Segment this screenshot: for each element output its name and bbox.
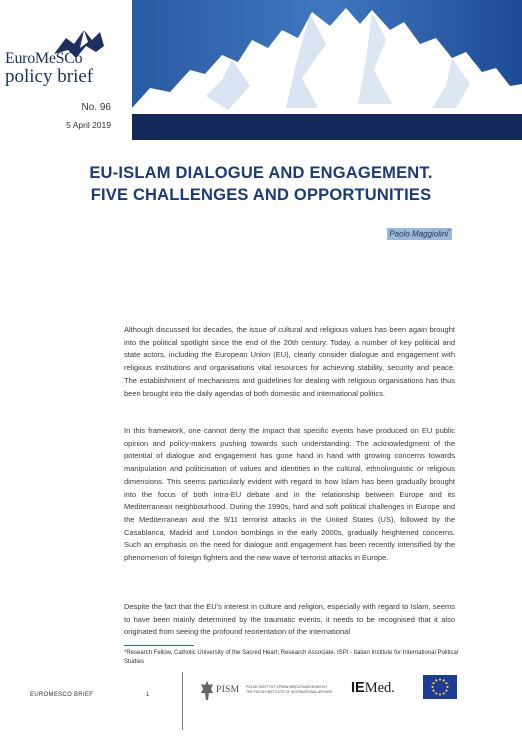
pism-name: PISM: [216, 685, 240, 695]
eu-flag-star: [435, 692, 437, 694]
eu-flag-star: [439, 678, 441, 680]
author-name: [387, 228, 452, 240]
eu-flag-icon: [423, 675, 457, 699]
issue-number: No. 96: [81, 102, 111, 113]
brand-logo-policy-brief: policy brief: [5, 66, 94, 87]
footnote-text: *Research Fellow, Catholic University of the Sacred Heart; Research Associate, ISPI - Italian Institute for International Political Studies: [124, 650, 459, 665]
pism-subtitle-english: THE POLISH INSTITUTE OF INTERNATIONAL AFFAIRS: [246, 690, 333, 694]
eu-flag-star: [443, 679, 445, 681]
iemed-logo: [351, 680, 395, 697]
eu-flag-star: [439, 693, 441, 695]
issue-date: 5 April 2019: [66, 120, 111, 130]
eu-flag-star: [432, 682, 434, 684]
body-paragraph-1: Although discussed for decades, the issue of cultural and religious values has been again brought into the political spotlight since the end of the 20th century. Today, a number of key political and state actors, including the European Union (EU), clearly consider dialogue and engagement with religious institutions and organisations vital resources for achieving stability, security and peace. The establishment of mechanisms and guidelines for dealing with religious organisations has thus been brought into the daily agendas of both domestic and international politics.: [124, 325, 455, 398]
article-title-line-1: EU-ISLAM DIALOGUE AND ENGAGEMENT.: [89, 164, 433, 182]
eu-flag-star: [443, 692, 445, 694]
eu-flag-star: [445, 690, 447, 692]
footnote-divider: [124, 645, 194, 646]
pism-subtitle-polish: POLSKI INSTYTUT SPRAW MIĘDZYNARODOWYCH: [246, 685, 327, 689]
article-title-line-2: FIVE CHALLENGES AND OPPORTUNITIES: [90, 186, 432, 204]
eagle-icon: [200, 680, 214, 702]
eu-flag-star: [445, 682, 447, 684]
author-footnote-marker: *: [448, 229, 450, 235]
body-paragraph-2: In this framework, one cannot deny the impact that specific events have produced on EU public opinion and policy-makers pushing towards such understanding. The acknowledgment of the potential of dialogue and engagement has gone hand in hand with growing concerns towards manipulation and politicisation of values and identities in the cultural, ethnolinguistic or religious dimensions. This seems particularly evident with regard to how Islam has been gradually brought into the focus of both intra-EU debate and in the relationship between Europe and its Mediterranean neighbourhood. During the 1990s, hard and soft political challenges in Europe and the Mediterranean and the 9/11 terrorist attacks in the United States (US), followed by the Casablanca, Madrid and London bombings in the early 2000s, gradually heightened concerns. Such an emphasis on the need for dialogue and engagement has been recently intensified by the phenomenon of foreign fighters and the new wave of terrorist attacks in Europe.: [124, 426, 455, 563]
footer-divider: [182, 672, 183, 730]
footer-brief-label: EUROMESCO BRIEF: [30, 692, 94, 698]
eu-flag-star: [432, 690, 434, 692]
body-paragraph-3: Despite the fact that the EU's interest in culture and religion, especially with regard to Islam, seems to have been mainly determined by the traumatic events, it needs to be recognised that it also originated from seeing the profound reorientation of the international: [124, 602, 455, 637]
author-name-text: Paolo Maggiolini: [389, 229, 449, 239]
iemed-logo-bold: IE: [351, 680, 365, 696]
brand-logo-euromesco: EuroMeSCo: [5, 50, 83, 67]
eu-flag-star: [431, 686, 433, 688]
page-number: 1: [146, 692, 150, 698]
eu-flag-star: [435, 679, 437, 681]
pism-logo: [198, 680, 338, 704]
iemed-logo-rest: Med.: [364, 680, 395, 696]
eu-flag-star: [446, 686, 448, 688]
